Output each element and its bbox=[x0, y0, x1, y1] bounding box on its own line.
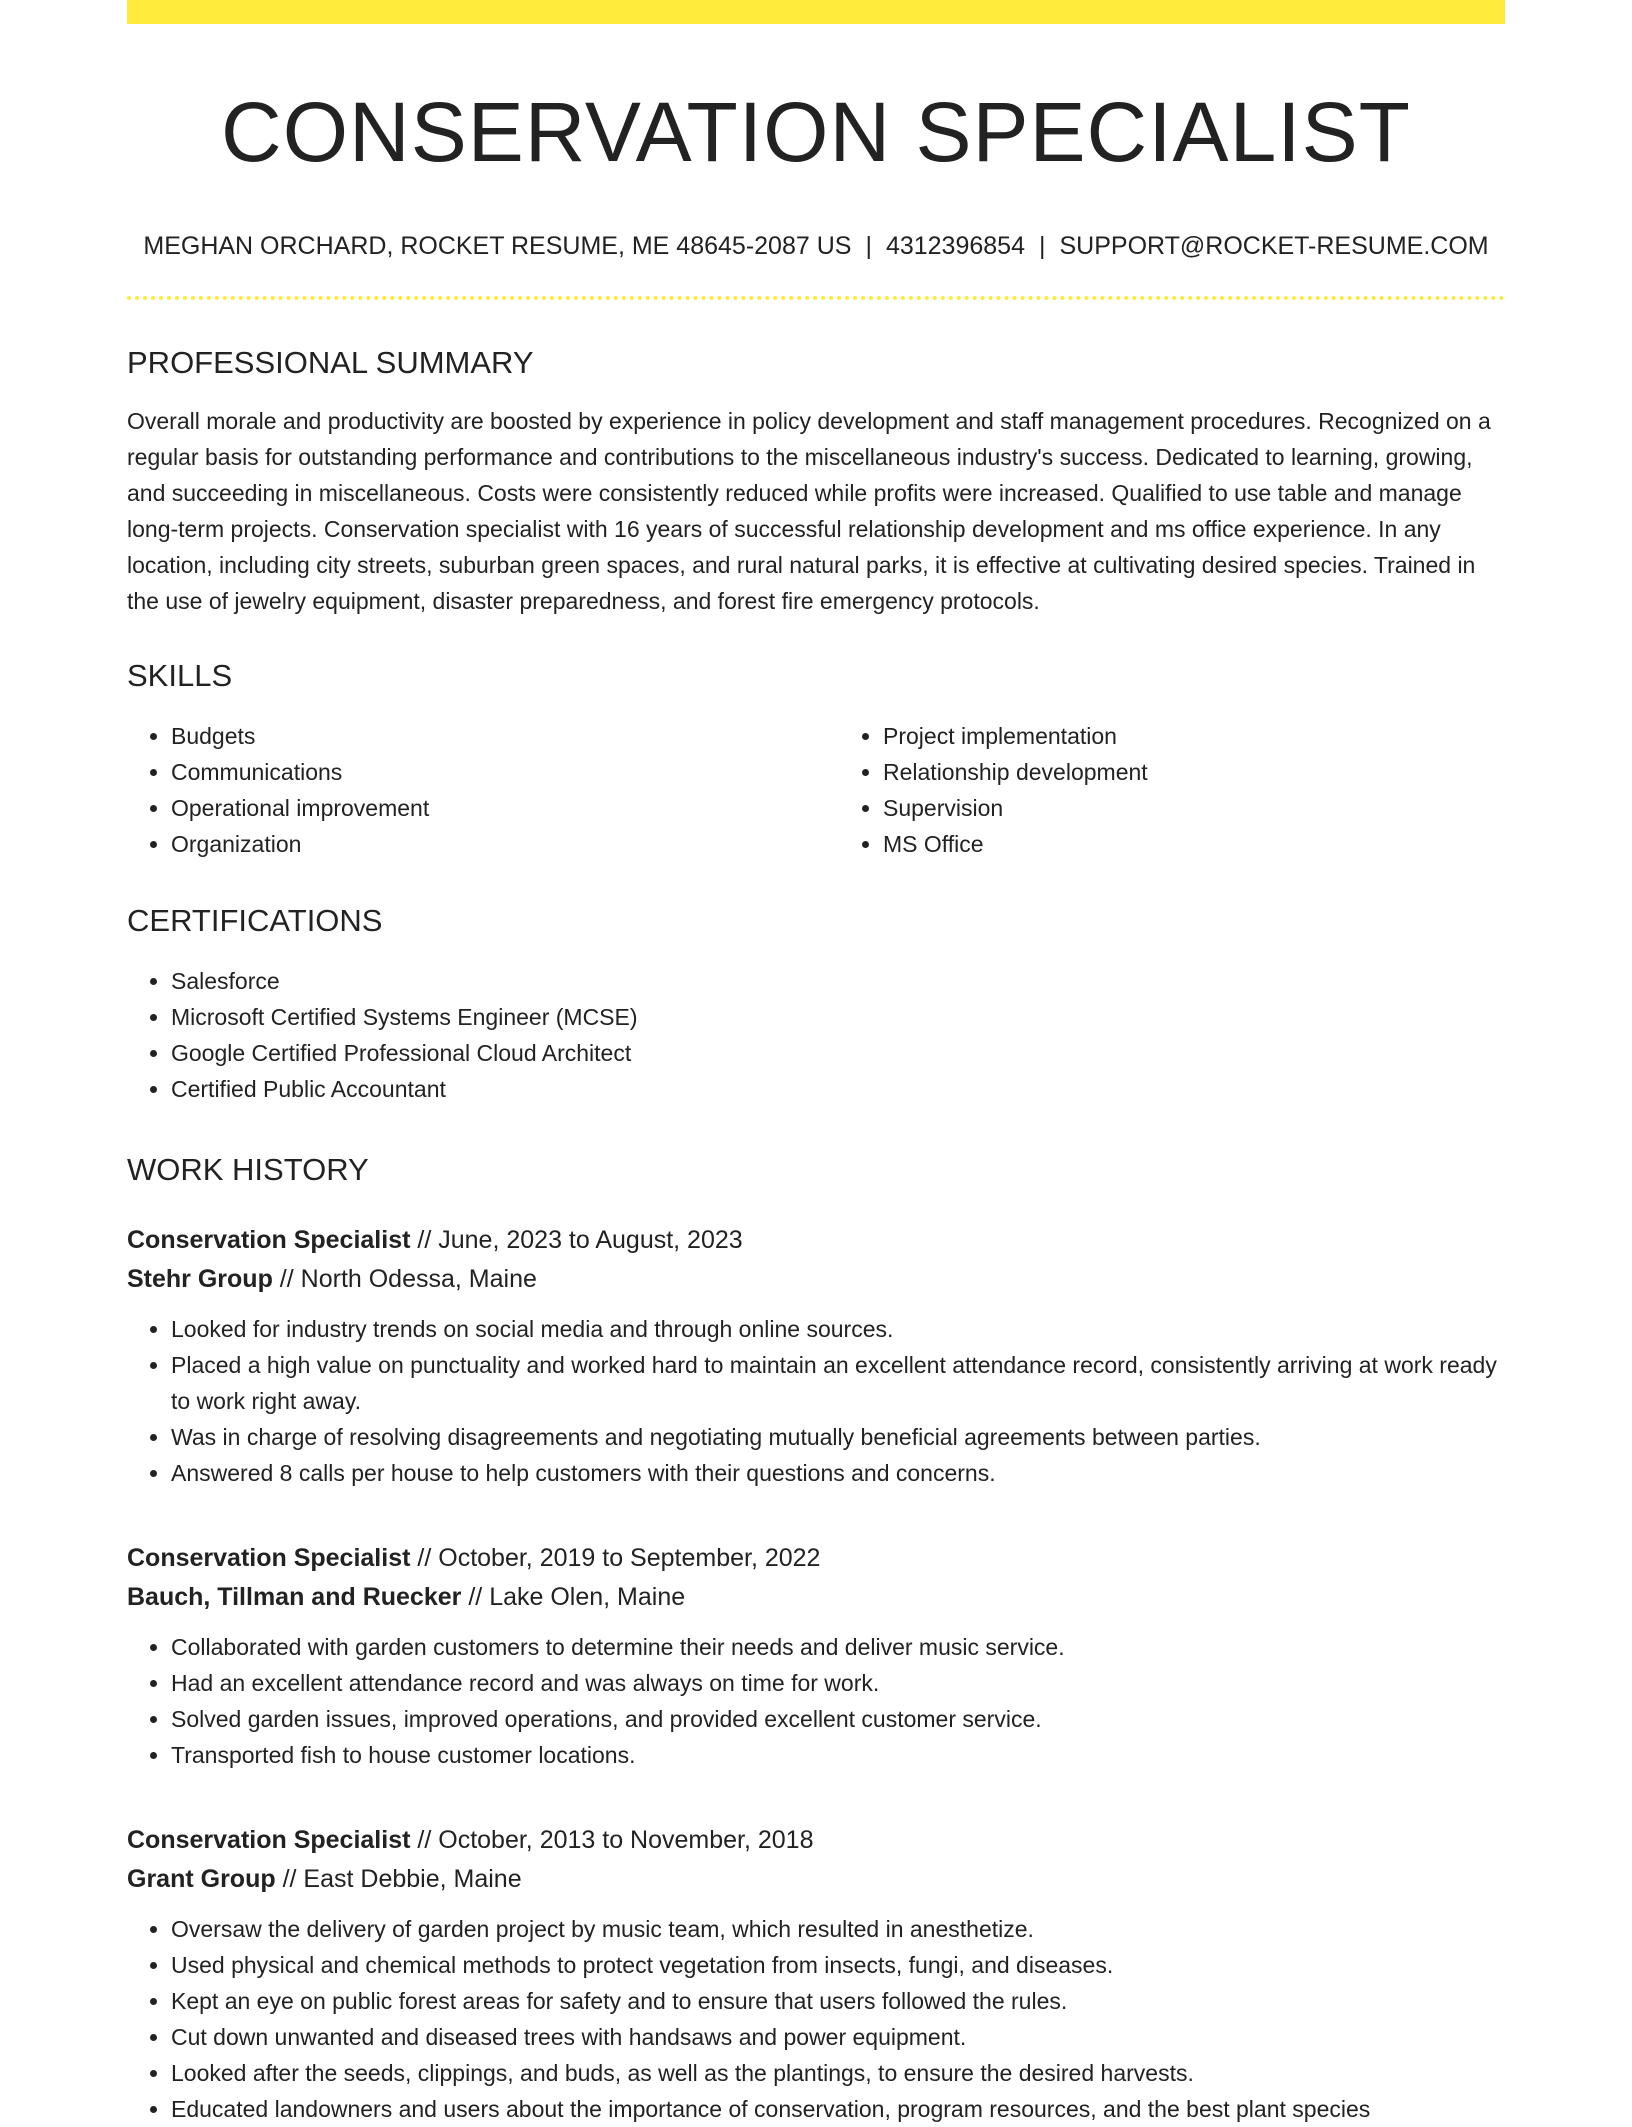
job-title: Conservation Specialist bbox=[127, 1543, 411, 1572]
skill-item: • Project implementation bbox=[883, 718, 1483, 754]
contact-phone: 4312396854 bbox=[885, 231, 1025, 260]
contact-line bbox=[127, 231, 1505, 261]
contact-address: MEGHAN ORCHARD, ROCKET RESUME, ME 48645-2087 US bbox=[143, 231, 852, 260]
job-bullet: • Answered 8 calls per house to help customers with their questions and concerns. bbox=[171, 1455, 1505, 1491]
job-bullet: • Collaborated with garden customers to determine their needs and deliver music service. bbox=[171, 1629, 1505, 1665]
skills-section bbox=[127, 657, 1505, 862]
job-company-line bbox=[127, 1260, 1505, 1299]
job-bullet: • Educated landowners and users about the importance of conservation, program resources, and the best plant species bbox=[171, 2091, 1505, 2127]
skill-item: • Organization bbox=[171, 826, 805, 862]
certification-item: • Certified Public Accountant bbox=[171, 1071, 1505, 1107]
skill-item: • Budgets bbox=[171, 718, 805, 754]
skill-item: • MS Office bbox=[883, 826, 1483, 862]
job-title: Conservation Specialist bbox=[127, 1225, 411, 1254]
job-entry bbox=[127, 1821, 1505, 2127]
job-bullet: • Oversaw the delivery of garden project by music team, which resulted in anesthetize. bbox=[171, 1911, 1505, 1947]
skill-item: • Relationship development bbox=[883, 754, 1483, 790]
job-bullet: • Transported fish to house customer locations. bbox=[171, 1737, 1505, 1773]
job-bullet: • Looked for industry trends on social media and through online sources. bbox=[171, 1311, 1505, 1347]
job-divider: // bbox=[468, 1582, 483, 1611]
job-bullet: • Solved garden issues, improved operations, and provided excellent customer service. bbox=[171, 1701, 1505, 1737]
certification-item: • Salesforce bbox=[171, 963, 1505, 999]
job-location: North Odessa, Maine bbox=[300, 1264, 537, 1293]
resume-page bbox=[127, 0, 1505, 2127]
skills-grid bbox=[127, 718, 1505, 862]
job-location: East Debbie, Maine bbox=[303, 1864, 522, 1893]
job-divider: // bbox=[417, 1543, 432, 1572]
job-bullet: • Had an excellent attendance record and was always on time for work. bbox=[171, 1665, 1505, 1701]
job-title-line bbox=[127, 1221, 1505, 1260]
job-location: Lake Olen, Maine bbox=[489, 1582, 686, 1611]
page-title: CONSERVATION SPECIALIST bbox=[221, 85, 1411, 179]
certifications-section bbox=[127, 902, 1505, 1107]
job-divider: // bbox=[417, 1825, 432, 1854]
contact-separator: | bbox=[1038, 231, 1046, 260]
work-history-section bbox=[127, 1151, 1505, 2126]
job-bullet: • Kept an eye on public forest areas for safety and to ensure that users followed the rules. bbox=[171, 1983, 1505, 2019]
certifications-list bbox=[127, 963, 1505, 1107]
certification-item: • Google Certified Professional Cloud Architect bbox=[171, 1035, 1505, 1071]
job-entry bbox=[127, 1221, 1505, 1491]
work-history-heading: WORK HISTORY bbox=[127, 1152, 369, 1188]
job-company-line bbox=[127, 1578, 1505, 1617]
job-company-line bbox=[127, 1860, 1505, 1899]
job-dates: October, 2013 to November, 2018 bbox=[438, 1825, 814, 1854]
skills-heading: SKILLS bbox=[127, 657, 233, 693]
contact-email: SUPPORT@ROCKET-RESUME.COM bbox=[1059, 231, 1489, 260]
skill-item: • Operational improvement bbox=[171, 790, 805, 826]
job-bullet: • Looked after the seeds, clippings, and buds, as well as the plantings, to ensure the desired harvests. bbox=[171, 2055, 1505, 2091]
skills-list-left bbox=[127, 718, 805, 862]
job-bullet: • Was in charge of resolving disagreements and negotiating mutually beneficial agreements between parties. bbox=[171, 1419, 1505, 1455]
job-bullet: • Cut down unwanted and diseased trees with handsaws and power equipment. bbox=[171, 2019, 1505, 2055]
skill-item: • Supervision bbox=[883, 790, 1483, 826]
job-company: Grant Group bbox=[127, 1864, 276, 1893]
header-divider bbox=[127, 296, 1505, 300]
job-company: Bauch, Tillman and Ruecker bbox=[127, 1582, 462, 1611]
job-divider: // bbox=[282, 1864, 297, 1893]
job-bullet: • Placed a high value on punctuality and worked hard to maintain an excellent attendance record, consistently arriving at work ready to work right away. bbox=[171, 1347, 1505, 1419]
job-title-line bbox=[127, 1539, 1505, 1578]
job-entry bbox=[127, 1539, 1505, 1773]
job-bullet: • Used physical and chemical methods to protect vegetation from insects, fungi, and diseases. bbox=[171, 1947, 1505, 1983]
skill-item: • Communications bbox=[171, 754, 805, 790]
certification-item: • Microsoft Certified Systems Engineer (MCSE) bbox=[171, 999, 1505, 1035]
skills-list-right bbox=[805, 718, 1483, 862]
job-bullets bbox=[127, 1911, 1505, 2127]
job-dates: October, 2019 to September, 2022 bbox=[438, 1543, 821, 1572]
contact-separator: | bbox=[865, 231, 872, 260]
job-bullets bbox=[127, 1311, 1505, 1491]
job-divider: // bbox=[279, 1264, 294, 1293]
summary-text: Overall morale and productivity are boosted by experience in policy development and staff management procedures. Recognized on a regular basis for outstanding performance and contributions to the miscellaneous industry's success. Dedicated to learning, growing, and succeeding in miscellaneous. Costs were consistently reduced while profits were increased. Qualified to use table and manage long-term projects. Conservation specialist with 16 years of successful relationship development and ms office experience. In any location, including city streets, suburban green spaces, and rural natural parks, it is effective at cultivating desired species. Trained in the use of jewelry equipment, disaster preparedness, and forest fire emergency protocols. bbox=[127, 407, 1491, 614]
job-title-line bbox=[127, 1821, 1505, 1860]
certifications-heading: CERTIFICATIONS bbox=[127, 903, 383, 939]
summary-section bbox=[127, 344, 1505, 619]
job-bullets bbox=[127, 1629, 1505, 1773]
top-accent-bar bbox=[127, 0, 1505, 24]
job-company: Stehr Group bbox=[127, 1264, 273, 1293]
summary-heading: PROFESSIONAL SUMMARY bbox=[127, 344, 534, 380]
job-title: Conservation Specialist bbox=[127, 1825, 411, 1854]
job-divider: // bbox=[417, 1225, 432, 1254]
job-dates: June, 2023 to August, 2023 bbox=[438, 1225, 743, 1254]
